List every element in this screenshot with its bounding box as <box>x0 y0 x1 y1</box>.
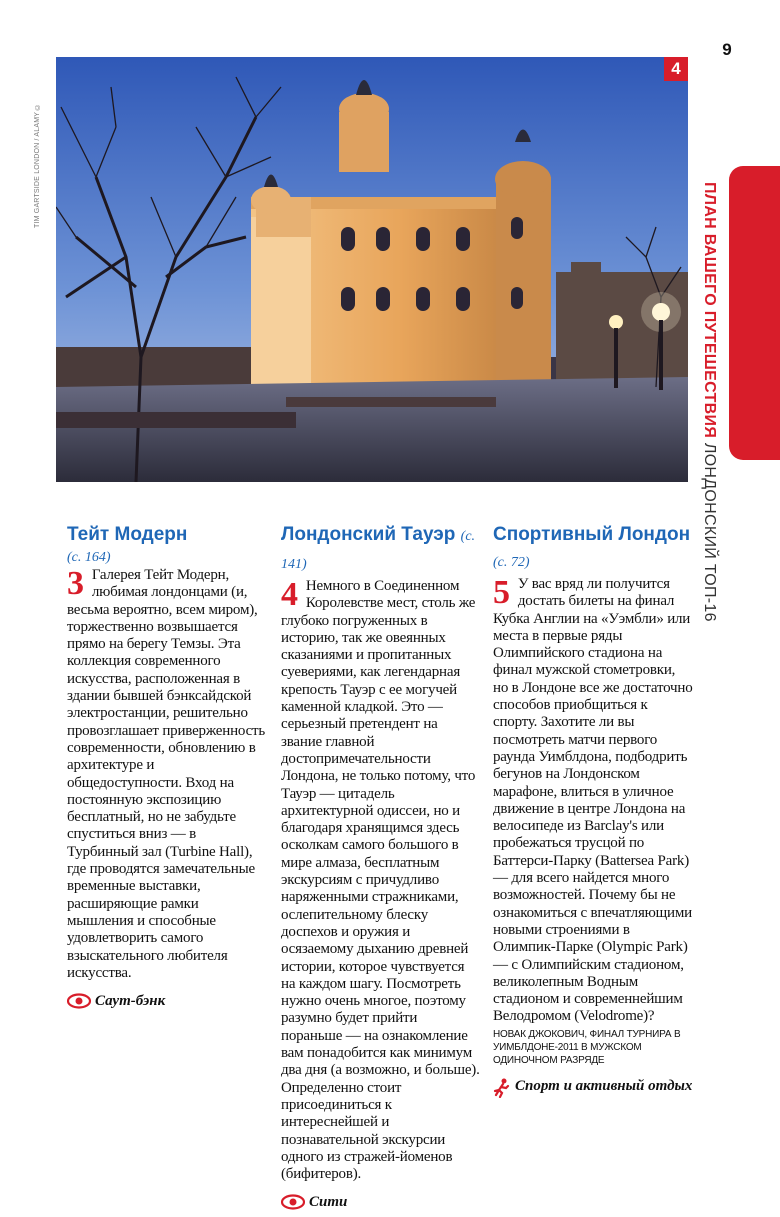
section-header <box>698 182 720 622</box>
entry-title <box>281 522 481 578</box>
tower-of-london-illustration <box>56 57 688 482</box>
entry-sporting-london <box>493 522 693 1098</box>
entry-body <box>67 567 267 982</box>
page-ref-link[interactable]: (с. 72) <box>493 555 530 570</box>
entry-title-text: Спортивный Лондон <box>493 524 691 545</box>
area-link[interactable] <box>67 992 267 1010</box>
area-label: Спорт и активный отдых <box>515 1077 693 1094</box>
entry-text: Немного в Соединенном Королевстве мест, столь же глубоко погруженных в историю, так же овеянных сказаниями и пропитанных суевериями, как легендарная крепость Тауэр с ее могучей каменной кладкой. Это — серьезный претендент на звание главной достопримечательности Лондона, не только потому, что Тауэр — цитадель архитектурной одиссеи, но и благодаря хранящимся здесь осколкам самого большого в мире алмаза, бесплатным экскурсиям с причудливо наряженными стражниками, ослепительному блеску доспехов и оружия и осязаемому дыханию древней истории, которое чувствуется на каждом шагу. Посмотреть нужно очень многое, поэтому разумно будет прийти пораньше — на ознакомление вам понадобится как минимум два дня (а возможно, и больше). Определенно стоит присоединиться к интереснейшей и познавательной экскурсии одного из стражей-йоменов (бифитеров). <box>281 578 480 1183</box>
entry-title: Тейт Модерн <box>67 524 188 545</box>
entry-tower-of-london <box>281 522 481 1211</box>
area-link[interactable] <box>493 1077 693 1098</box>
entry-number: 3 <box>67 565 84 602</box>
photo-credit: TIM GARTSIDE LONDON / ALAMY © <box>34 102 41 228</box>
entry-number: 4 <box>281 576 298 613</box>
page-ref-link[interactable]: (с. 164) <box>67 550 111 565</box>
entry-text: У вас вряд ли получится достать билеты на финал Кубка Англии на «Уэмбли» или места в первые ряды Олимпийского стадиона на финал мужской стометровки, но в Лондоне все же достаточно способов приобщиться к спорту. Захотите ли вы посмотреть матчи первого раунда Уимблдона, подбодрить бегунов на Лондонском марафоне, влиться в уличное движение в центре Лондона на велосипеде из Barclay's или пробежаться трусцой по Баттерси-Парку (Battersea Park) — для всего найдется много возможностей. Почему бы не ознакомиться с впечатляющими новыми строениями в Олимпик-Парке (Olympic Park) — с Олимпийским стадионом, великолепным Водным стадионом и современнейшим Велодромом (Velodrome)? <box>493 576 693 1025</box>
entry-number: 5 <box>493 574 510 611</box>
area-label: Сити <box>309 1194 348 1211</box>
photo-badge: 4 <box>664 57 688 81</box>
section-title: ПЛАН ВАШЕГО ПУТЕШЕСТВИЯ <box>701 182 718 439</box>
entry-body <box>281 578 481 1183</box>
entry-tate-modern <box>67 522 267 1010</box>
runner-icon <box>493 1078 511 1098</box>
photo-caption: НОВАК ДЖОКОВИЧ, ФИНАЛ ТУРНИРА В УИМБЛДОНЕ-2011 В МУЖСКОМ ОДИНОЧНОМ РАЗРЯДЕ <box>493 1028 681 1066</box>
tower-photo <box>56 57 688 482</box>
entry-title-text: Лондонский Тауэр <box>281 524 456 545</box>
page-number: 9 <box>722 40 732 59</box>
side-tab <box>729 166 780 460</box>
entry-title <box>493 522 693 576</box>
entry-text: Галерея Тейт Модерн, любимая лондонцами (и, весьма вероятно, всем миром), торжественно возвышается прямо на берегу Темзы. Эта коллекция современного искусства, расположенная в здании бывшей бэнксайдской электростанции, решительно провозглашает приверженность современности, обновлению в архитектуре и общедоступности. Вход на постоянную экспозицию бесплатный, но не забудьте спуститься вниз — в Турбинный зал (Turbine Hall), где проводятся замечательные временные выставки, расширяющие рамки мышления и способные удовлетворить самого взыскательного любителя искусства. <box>67 567 266 981</box>
section-subtitle: ЛОНДОНСКИЙ ТОП-16 <box>701 442 718 622</box>
entry-body <box>493 576 693 1026</box>
page-ref-link[interactable]: (с. 141) <box>281 529 476 572</box>
area-label: Саут-бэнк <box>95 993 166 1010</box>
area-link[interactable] <box>281 1193 481 1211</box>
eye-icon <box>281 1194 305 1210</box>
eye-icon <box>67 993 91 1009</box>
